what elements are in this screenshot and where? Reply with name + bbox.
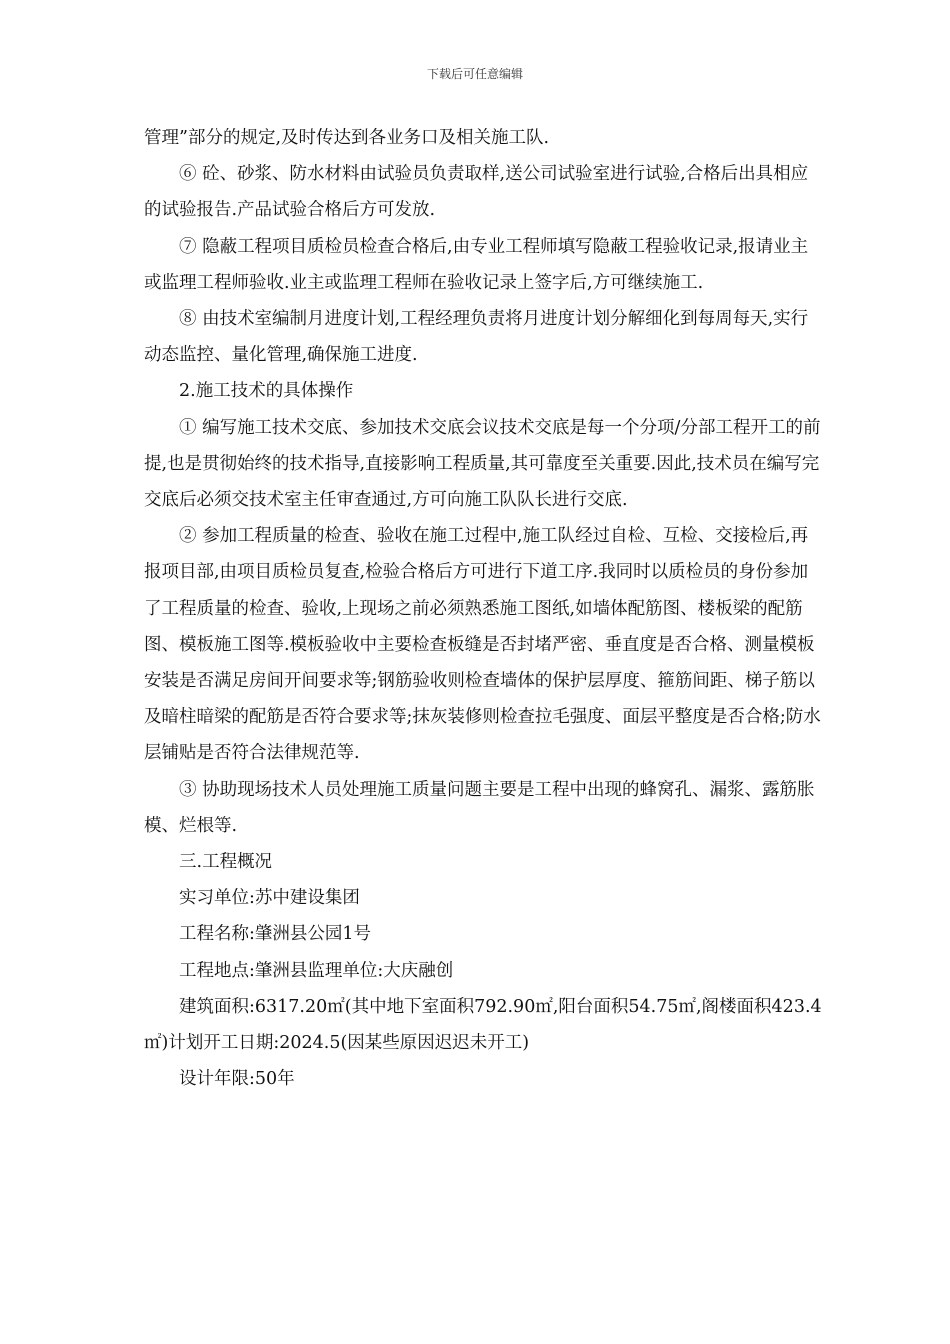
paragraph-item-6: ⑥ 砼、砂浆、防水材料由试验员负责取样,送公司试验室进行试验,合格后出具相应的试验报告.产品试验合格后方可发放.: [144, 164, 809, 221]
paragraph-item-7: ⑦ 隐蔽工程项目质检员检查合格后,由专业工程师填写隐蔽工程验收记录,报请业主或监理工程师验收.业主或监理工程师在验收记录上签字后,方可继续施工.: [144, 236, 809, 293]
paragraph-technique-3: ③ 协助现场技术人员处理施工质量问题主要是工程中出现的蜂窝孔、漏浆、露筋胀模、烂根等.: [144, 779, 815, 836]
paragraph-technique-1: ① 编写施工技术交底、参加技术交底会议技术交底是每一个分项/分部工程开工的前提,也是贯彻始终的技术指导,直接影响工程质量,其可靠度至关重要.因此,技术员在编写完交底后必须交技术室主任审查通过,方可向施工队队长进行交底.: [144, 417, 821, 511]
paragraph-continuation: 管理”部分的规定,及时传达到各业务口及相关施工队.: [144, 128, 550, 148]
page-header-note: 下载后可任意编辑: [426, 67, 523, 81]
document-body: [144, 120, 824, 1097]
info-internship-unit: 实习单位:苏中建设集团: [179, 888, 360, 909]
paragraph-technique-2: ② 参加工程质量的检查、验收在施工过程中,施工队经过自检、互检、交接检后,再报项目部,由项目质检员复查,检验合格后方可进行下道工序.我同时以质检员的身份参加了工程质量的检查、验收,上现场之前必须熟悉施工图纸,如墙体配筋图、楼板梁的配筋图、模板施工图等.模板验收中主要检查板缝是否封堵严密、垂直度是否合格、测量模板安装是否满足房间开间要求等;钢筋验收则检查墙体的保护层厚度、箍筋间距、梯子筋以及暗柱暗梁的配筋是否符合要求等;抹灰装修则检查拉毛强度、面层平整度是否合格;防水层铺贴是否符合法律规范等.: [144, 526, 821, 764]
info-design-life: 设计年限:50年: [179, 1069, 295, 1090]
section-heading-project-overview: 三.工程概况: [179, 852, 273, 873]
info-project-location: 工程地点:肇洲县监理单位:大庆融创: [179, 960, 454, 981]
info-project-name: 工程名称:肇洲县公园1号: [179, 924, 372, 945]
info-building-area: 建筑面积:6317.20㎡(其中地下室面积792.90㎡,阳台面积54.75㎡,阁楼面积423.4㎡)计划开工日期:2024.5(因某些原因迟迟未开工): [144, 996, 822, 1054]
paragraph-item-8: ⑧ 由技术室编制月进度计划,工程经理负责将月进度计划分解细化到每周每天,实行动态监控、量化管理,确保施工进度.: [144, 309, 809, 366]
section-heading-construction-technique: 2.施工技术的具体操作: [179, 381, 354, 402]
